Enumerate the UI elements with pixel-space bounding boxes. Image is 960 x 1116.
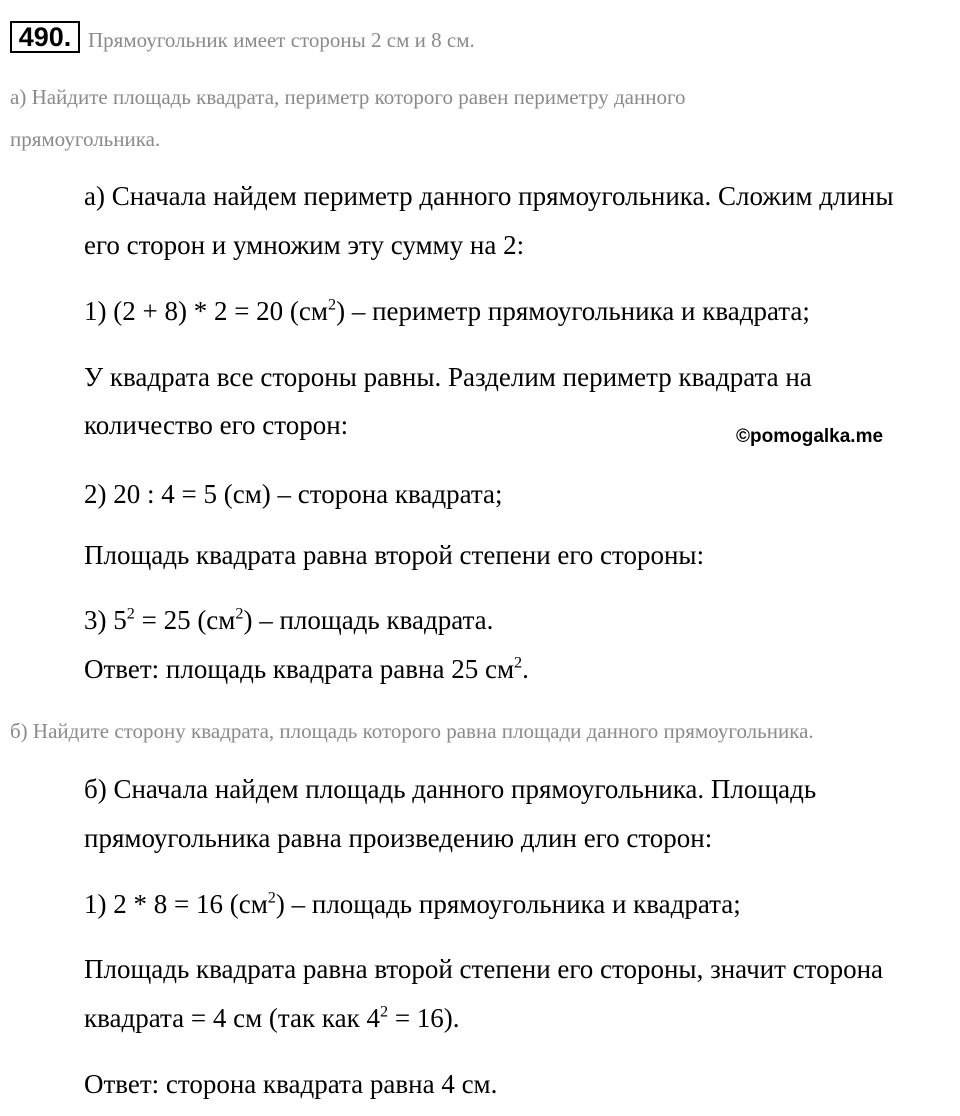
part-b-note-line1: Площадь квадрата равна второй степени его стороны, значит сторона	[84, 954, 884, 984]
part-a-note3: Площадь квадрата равна второй степени его стороны:	[84, 540, 705, 570]
problem-statement: Прямоугольник имеет стороны 2 см и 8 см.	[88, 28, 475, 52]
part-b-solution-line1: б) Сначала найдем площадь данного прямоугольника. Площадь	[84, 774, 817, 804]
part-b-solution-line2: прямоугольника равна произведению длин его сторон:	[84, 823, 713, 853]
part-a-solution-line2: его сторон и умножим эту сумму на 2:	[84, 230, 525, 260]
part-a-note-line1: У квадрата все стороны равны. Разделим периметр квадрата на	[84, 362, 812, 392]
part-b-answer: Ответ: сторона квадрата равна 4 см.	[84, 1069, 498, 1099]
part-a-question-line2: прямоугольника.	[10, 127, 161, 151]
part-b-step1: 1) 2 * 8 = 16 $(см^2)$ – площадь прямоугольника и квадрата;	[84, 888, 741, 919]
part-a-question-line1: а) Найдите площадь квадрата, периметр которого равен периметру данного	[10, 85, 686, 109]
part-a-step3: 3) $5^2 = 25$ $(см^2)$ – площадь квадрата.	[84, 604, 494, 635]
problem-number: 490.	[10, 21, 80, 53]
part-a-solution-line1: а) Сначала найдем периметр данного прямоугольника. Сложим длины	[84, 181, 894, 211]
part-a-note-line2: количество его сторон:	[84, 410, 349, 440]
part-a-answer: Ответ: площадь квадрата равна 25 $см^2$.	[84, 653, 529, 684]
part-b-question: б) Найдите сторону квадрата, площадь которого равна площади данного прямоугольника.	[10, 719, 814, 743]
part-b-note-line2: квадрата = 4 см (так как $4^2 = 16$).	[84, 1002, 460, 1033]
watermark: ©pomogalka.me	[736, 426, 884, 447]
part-a-step1: 1) (2 + 8) * 2 = 20 $(см^2)$ – периметр прямоугольника и квадрата;	[84, 295, 810, 326]
part-a-step2: 2) 20 : 4 = 5 (см) – сторона квадрата;	[84, 479, 503, 509]
